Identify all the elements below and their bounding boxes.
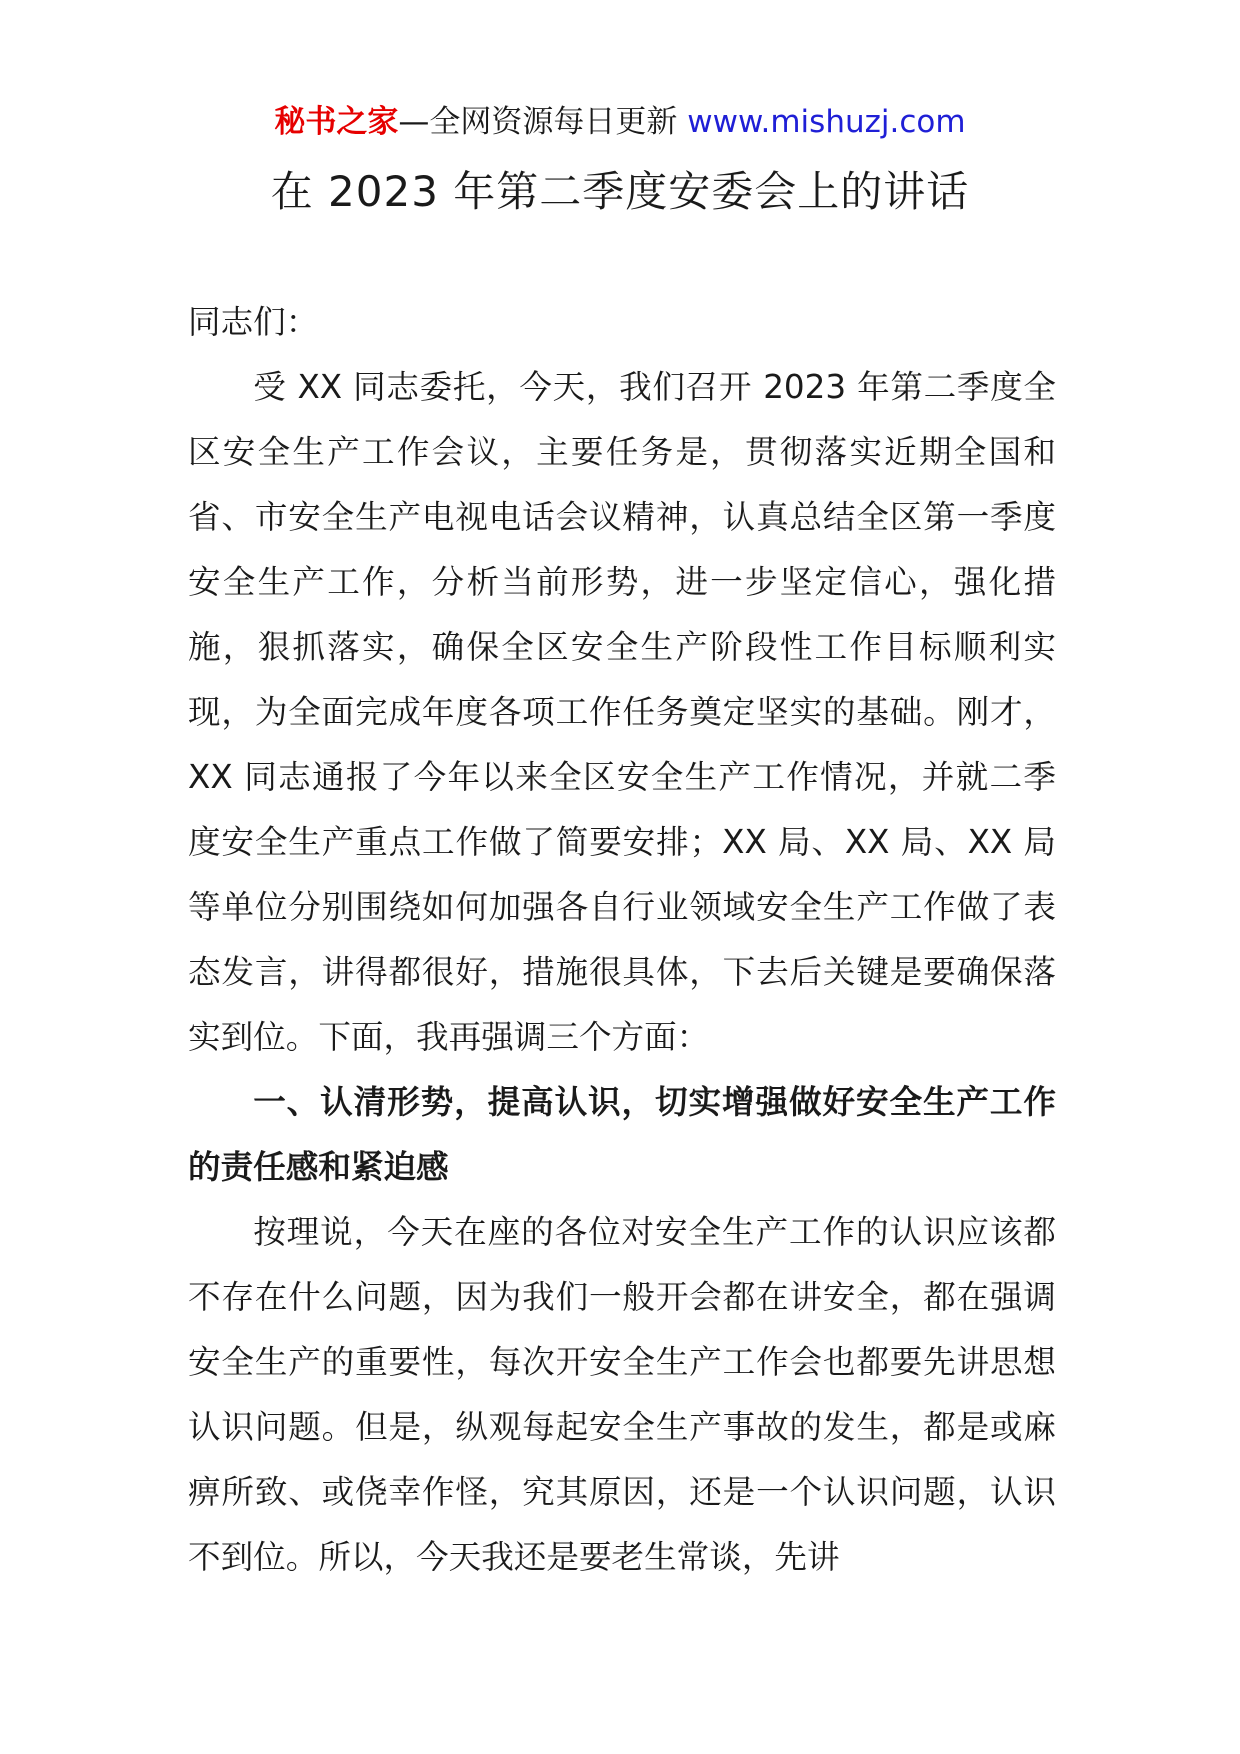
header-slogan: —全网资源每日更新: [398, 104, 688, 140]
document-title: 在 2023 年第二季度安委会上的讲话: [270, 167, 970, 216]
brand-name: 秘书之家: [274, 104, 399, 140]
salutation: 同志们：: [188, 303, 319, 341]
paragraph-body: 按理说，今天在座的各位对安全生产工作的认识应该都不存在什么问题，因为我们一般开会都在讲安全，都在强调安全生产的重要性，每次开安全生产工作会也都要先讲思想认识问题。但是，纵观每起安全生产事故的发生，都是或麻痹所致、或侥幸作怪，究其原因，还是一个认识问题，认识不到位。所以，今天我还是要老生常谈，先讲: [188, 1213, 1056, 1576]
paragraph-intro: 受 XX 同志委托，今天，我们召开 2023 年第二季度全区安全生产工作会议，主要任务是，贯彻落实近期全国和省、市安全生产电视电话会议精神，认真总结全区第一季度安全生产工作，分析当前形势，进一步坚定信心，强化措施，狠抓落实，确保全区安全生产阶段性工作目标顺利实现，为全面完成年度各项工作任务奠定坚实的基础。刚才，XX 同志通报了今年以来全区安全生产工作情况，并就二季度安全生产重点工作做了简要安排；XX 局、XX 局、XX 局等单位分别围绕如何加强各自行业领域安全生产工作做了表态发言，讲得都很好，措施很具体，下去后关键是要确保落实到位。下面，我再强调三个方面：: [188, 368, 1056, 1056]
site-url-link[interactable]: www.mishuzj.com: [687, 104, 966, 140]
section-heading: 一、认清形势，提高认识，切实增强做好安全生产工作的责任感和紧迫感: [188, 1083, 1056, 1186]
site-header: [0, 100, 1240, 144]
document-body: [188, 290, 1056, 1590]
